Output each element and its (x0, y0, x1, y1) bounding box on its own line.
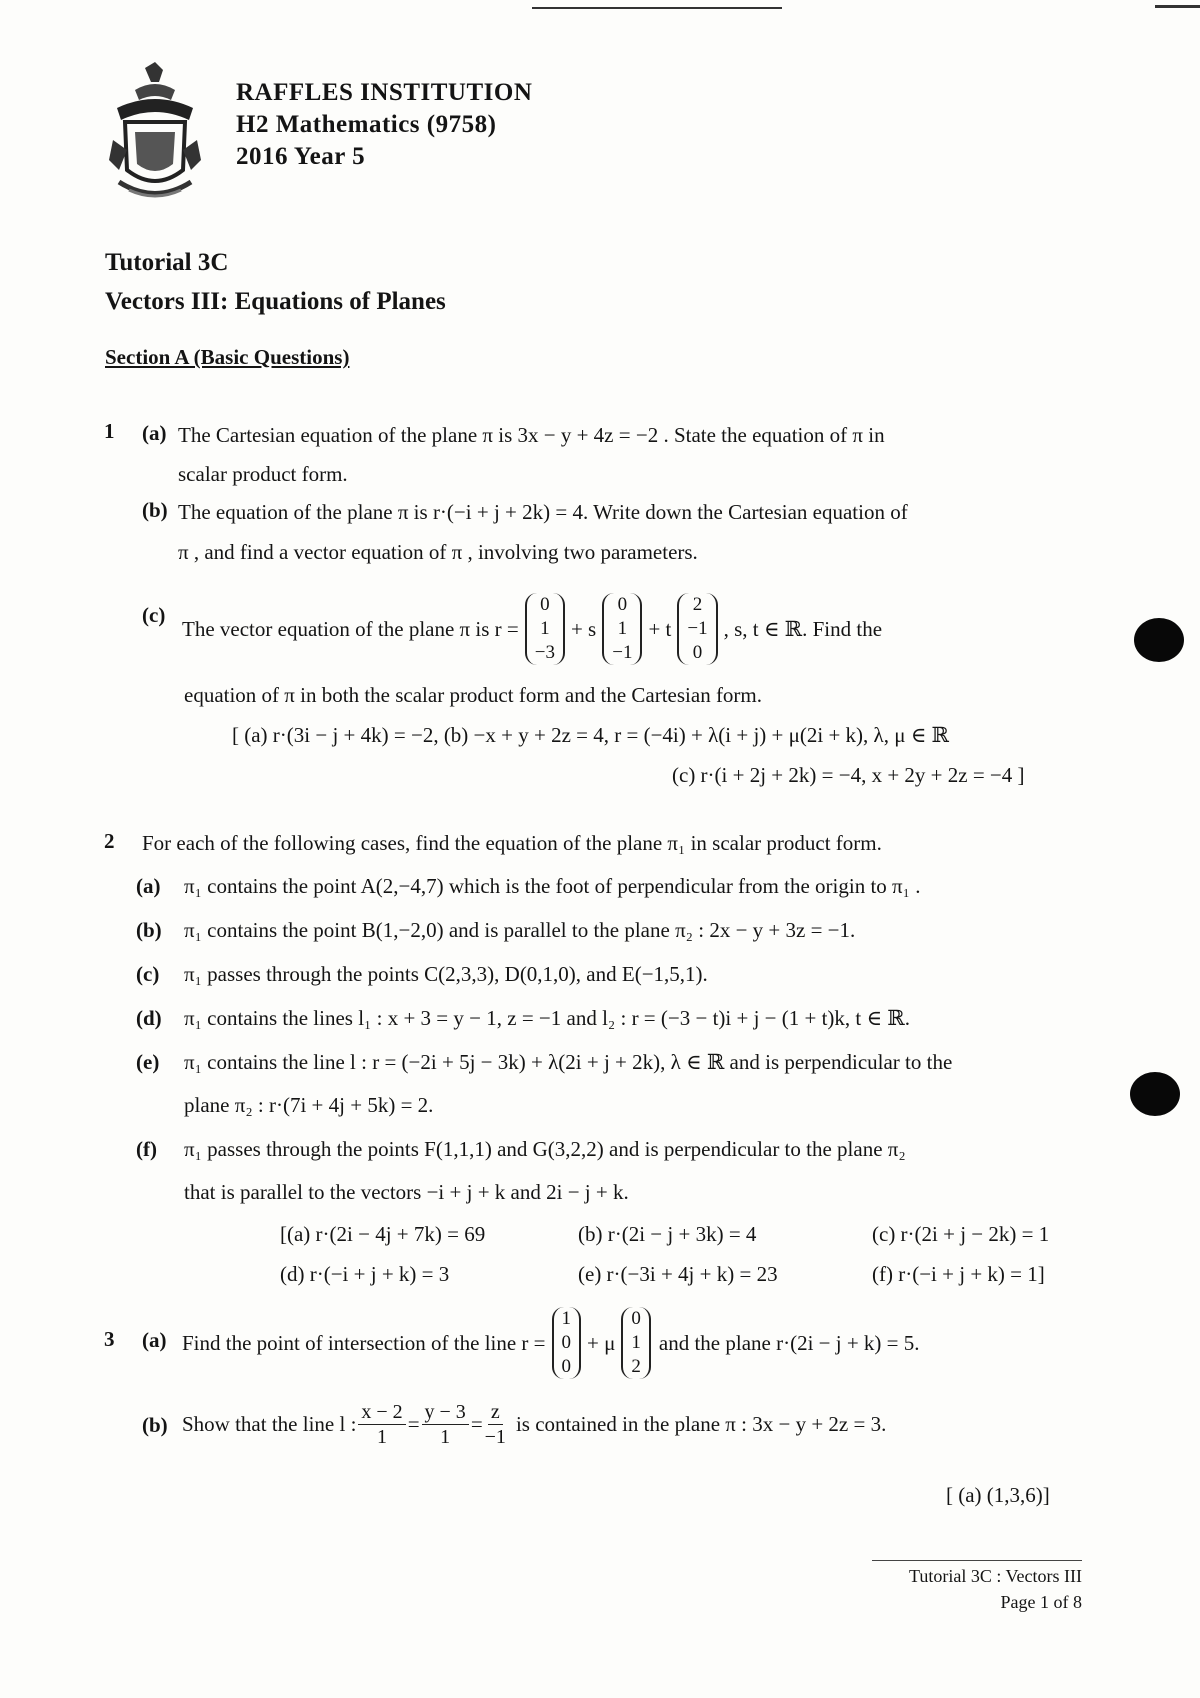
q2e-text-line1: π₁ contains the line l : r = (−2i + 5j − 3k) + λ(2i + j + 2k), λ ∈ ℝ and is perpendicular to the (184, 1050, 953, 1074)
q2-number: 2 (104, 829, 115, 853)
q1c-vec2-z: −1 (612, 642, 633, 663)
q3a-vec1-y: 0 (561, 1332, 572, 1353)
q1c-vector-b (602, 593, 642, 665)
q2c-text: π₁ passes through the points C(2,3,3), D(0,1,0), and E(−1,5,1). (184, 962, 708, 986)
q1b-text-line1: The equation of the plane π is r·(−i + j + 2k) = 4. Write down the Cartesian equation of (178, 500, 908, 524)
q1c-vec2-y: 1 (617, 618, 628, 639)
q2e-label: (e) (136, 1050, 160, 1074)
q1c-vector-equation (182, 584, 882, 674)
q3-answer: [ (a) (1,3,6)] (946, 1483, 1050, 1507)
q2-answer-a: [(a) r·(2i − 4j + 7k) = 69 (280, 1222, 486, 1246)
q3b-frac1-num: x − 2 (358, 1400, 405, 1425)
q1c-vec1-y: 1 (540, 618, 550, 639)
subject-title: H2 Mathematics (9758) (236, 111, 497, 138)
year-label: 2016 Year 5 (236, 143, 366, 170)
q1c-vector-c (677, 593, 717, 665)
q3a-label: (a) (142, 1328, 167, 1352)
q3a-position-vector (552, 1307, 582, 1379)
footer-page: Page 1 of 8 (1000, 1592, 1082, 1612)
q2a-text: π₁ contains the point A(2,−4,7) which is the foot of perpendicular from the origin to π₁ . (184, 874, 921, 898)
q1c-vec3-z: 0 (692, 642, 703, 663)
q1-answer-line2: (c) r·(i + 2j + 2k) = −4, x + 2y + 2z = −4 ] (672, 763, 1025, 787)
q1c-text-line2: equation of π in both the scalar product form and the Cartesian form. (184, 683, 763, 707)
q3b-equals-1: = (407, 1411, 420, 1436)
q3a-vec1-x: 1 (561, 1308, 572, 1329)
q1c-label: (c) (142, 603, 166, 627)
q1c-post: , s, t ∈ ℝ. Find the (723, 616, 883, 641)
q1c-vec1-z: −3 (534, 642, 555, 663)
footer-title: Tutorial 3C : Vectors III (909, 1566, 1082, 1586)
q1c-vec3-y: −1 (687, 618, 708, 639)
school-name: RAFFLES INSTITUTION (236, 79, 533, 106)
q3b-statement (182, 1396, 886, 1452)
q1-number: 1 (104, 419, 115, 443)
q3b-frac3-den: −1 (484, 1425, 506, 1448)
q3a-vec1-z: 0 (561, 1356, 572, 1377)
q3b-label: (b) (142, 1413, 168, 1437)
q3b-frac2-num: y − 3 (422, 1400, 469, 1425)
q2-intro: For each of the following cases, find the equation of the plane π₁ in scalar product form. (142, 831, 882, 855)
q3b-frac2-den: 1 (440, 1425, 451, 1448)
punch-hole-lower (1130, 1072, 1180, 1116)
q1a-text-line2: scalar product form. (178, 462, 348, 486)
q3b-post: is contained in the plane π : 3x − y + 2z = 3. (515, 1411, 887, 1436)
q1b-text-line2: π , and find a vector equation of π , involving two parameters. (178, 540, 698, 564)
q3a-vec2-z: 2 (631, 1356, 641, 1377)
q1a-label: (a) (142, 421, 167, 445)
q3b-equals-2: = (470, 1411, 483, 1436)
q3a-post: and the plane r·(2i − j + k) = 5. (658, 1330, 920, 1355)
q2f-label: (f) (136, 1137, 157, 1161)
q1a-text-line1: The Cartesian equation of the plane π is 3x − y + 4z = −2 . State the equation of π in (178, 423, 885, 447)
q2c-label: (c) (136, 962, 160, 986)
q3b-frac3-num: z (488, 1400, 503, 1425)
top-right-rule (1155, 5, 1200, 8)
q3a-plus-mu: + μ (587, 1330, 616, 1355)
q3b-frac1-den: 1 (377, 1425, 388, 1448)
topic-title: Vectors III: Equations of Planes (105, 288, 446, 315)
footer-rule (872, 1560, 1082, 1561)
q2a-label: (a) (136, 874, 161, 898)
q3b-pre: Show that the line l : (182, 1411, 357, 1436)
q1c-pre: The vector equation of the plane π is r = (182, 616, 519, 641)
q1c-plus-t: + t (648, 616, 672, 641)
q2b-label: (b) (136, 918, 162, 942)
q1c-vec1-x: 0 (540, 594, 550, 615)
q1c-vec2-x: 0 (617, 594, 628, 615)
q1-answer-line1: [ (a) r·(3i − j + 4k) = −2, (b) −x + y + 2z = 4, r = (−4i) + λ(i + j) + μ(2i + k), λ, μ ∈ ℝ (232, 723, 949, 747)
section-heading: Section A (Basic Questions) (105, 345, 350, 369)
school-crest-logo (105, 60, 205, 205)
q1c-plus-s: + s (570, 616, 597, 641)
q2-answer-c: (c) r·(2i + j − 2k) = 1 (872, 1222, 1050, 1246)
q1c-vec3-x: 2 (692, 594, 703, 615)
q2d-label: (d) (136, 1006, 162, 1030)
q2-answer-e: (e) r·(−3i + 4j + k) = 23 (578, 1262, 778, 1286)
q2b-text: π₁ contains the point B(1,−2,0) and is parallel to the plane π₂ : 2x − y + 3z = −1. (184, 918, 856, 942)
q2f-text-line2: that is parallel to the vectors −i + j + k and 2i − j + k. (184, 1180, 629, 1204)
q3b-fraction-x (358, 1400, 405, 1449)
q3a-line-equation (182, 1300, 920, 1386)
q2-answer-b: (b) r·(2i − j + 3k) = 4 (578, 1222, 757, 1246)
q3-number: 3 (104, 1327, 115, 1351)
q3a-vec2-y: 1 (631, 1332, 641, 1353)
q2f-text-line1: π₁ passes through the points F(1,1,1) and G(3,2,2) and is perpendicular to the plane π₂ (184, 1137, 906, 1161)
punch-hole-upper (1134, 618, 1184, 662)
q3a-direction-vector (621, 1307, 651, 1379)
q3b-fraction-z (485, 1400, 506, 1449)
q3b-fraction-y (422, 1400, 469, 1449)
q2e-text-line2: plane π₂ : r·(7i + 4j + 5k) = 2. (184, 1093, 434, 1117)
q1b-label: (b) (142, 498, 168, 522)
tutorial-title: Tutorial 3C (105, 249, 229, 276)
q3a-vec2-x: 0 (631, 1308, 641, 1329)
q1c-vector-a (525, 593, 565, 665)
q2d-text: π₁ contains the lines l₁ : x + 3 = y − 1, z = −1 and l₂ : r = (−3 − t)i + j − (1 + t)k, t ∈ ℝ. (184, 1006, 911, 1030)
top-rule (532, 7, 782, 9)
q2-answer-d: (d) r·(−i + j + k) = 3 (280, 1262, 450, 1286)
q3a-pre: Find the point of intersection of the line r = (182, 1330, 546, 1355)
q2-answer-f: (f) r·(−i + j + k) = 1] (872, 1262, 1045, 1286)
